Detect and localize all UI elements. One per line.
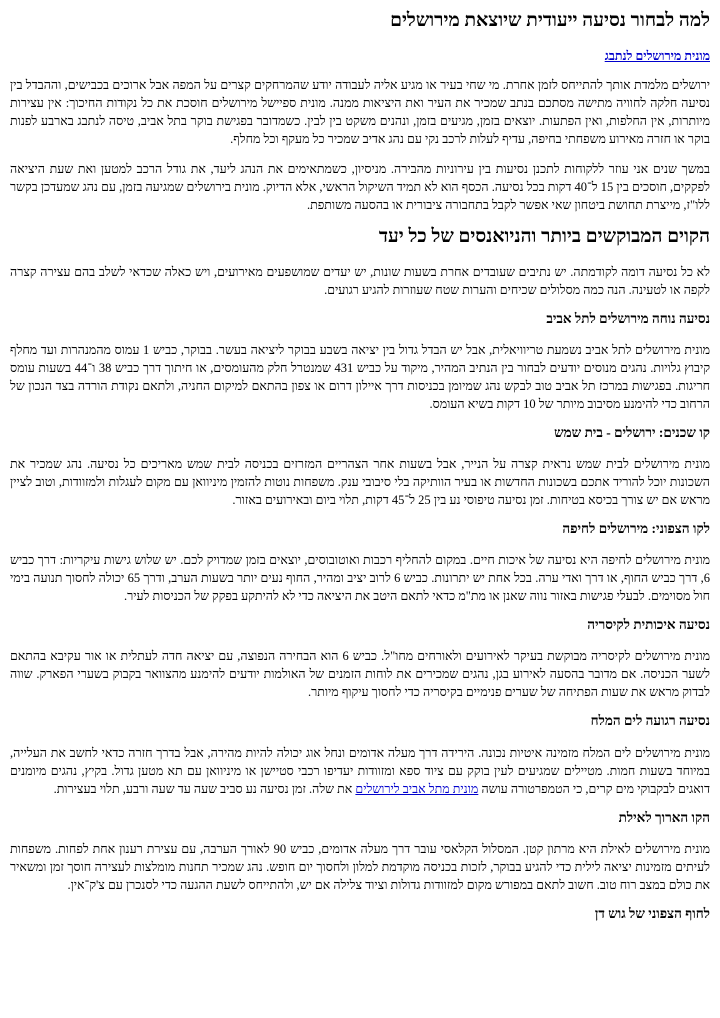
route-text-caesarea: מונית מירושלים לקיסריה מבוקשת בעיקר לאירועים ולאורחים מחו"ל. כביש 6 הוא הבחירה הנפוצה, עם יציאה חדה לעתלית או אור עקיבא בהתאם לשער הכניסה. אם מדובר בהסעה לאירוע בגן, נהגים שמכירים את לוחות הזמנים של האולמות יודעים להימנע מהצוואר בקבוק בשערי הפארק. שווה לבדוק מראש את שעות הפתיחה של שערים פנימיים בקיסריה כדי לחסוך עיקוף מיותר. <box>10 649 710 700</box>
route-heading-gush-dan-north: לחוף הצפוני של גוש דן <box>594 905 710 921</box>
route-text-tel-aviv: מונית מירושלים לתל אביב נשמעת טריוויאלית, אבל יש הבדל גדול בין יציאה בשבע בבוקר ליציאה בעשר. בבוקר, כביש 1 עמוס מהמנהרות ועד מחלף קיבוץ גלויות. נהגים מנוסים יודעים לבחור בין הנתיב המהיר, מיקוד על כביש 431 שמנטרל חלק מהעומסים, או חיתוך דרך כביש 38 ו־44 בשעות עומס חריגות. בפגישות במרכז תל אביב טוב לבקש נהג שמיומן בכניסות דרך איילון דרום או צפון בהתאם למיקום החניה, ולתאם נקודת הורדה בצד הנכון של הרחוב כדי להימנע מסיבוב מיותר של 10 דקות בשיא העומס. <box>10 342 711 411</box>
section-intro: לא כל נסיעה דומה לקודמתה. יש נתיבים שעובדים אחרת בשעות שונות, יש יעדים שמושפעים מאירועים, ויש כאלה שכדאי לשלב בהם עצירה קצרה לקפה או לטעינה. הנה כמה מסלולים שכיחים והערות שטח שעוזרות להגיע רגועים. <box>10 264 710 297</box>
route-heading-haifa: לקו הצפוני: מירושלים לחיפה <box>562 520 710 536</box>
route-heading-caesarea: נסיעה איכותית לקיסריה <box>587 617 710 633</box>
route-text-beit-shemesh: מונית מירושלים לבית שמש נראית קצרה על הנייר, אבל בשעות אחר הצהריים המזרזים בכניסה לבית שמש מאריכים כל נסיעה. נהג שמכיר את השכונות יוכל להוריד אתכם בשכונות החדשות או בעיר הוותיקה בלי סיבובי ענק. משפחות נוטות להזמין מיניוואן עם מקום לעגלות ולמזוודות, וטוב לציין מראש אם יש צורך בכיסא בטיחות. זמן נסיעה טיפוסי נע בין 25 ל־45 דקות, תלוי ביום ובאירועים באזור. <box>10 456 710 507</box>
section-title: הקוים המבוקשים ביותר והניואנסים של כל יעד <box>378 225 710 247</box>
route-heading-tel-aviv: נסיעה נוחה מירושלים לתל אביב <box>546 310 710 326</box>
route-text-eilat: מונית מירושלים לאילת היא מרתון קטן. המסלול הקלאסי עובר דרך מעלה אדומים, כביש 90 לאורך הערבה, עם עצירת רענון אחת לפחות. משפחות לעיתים מזמינות יציאה לילית כדי להגיע בבוקר, לזכות בכניסה מוקדמת למלון ולחסוך יום חופש. נהג שמכיר תחנות מומלצות לעצירה חוסך זמן ומשאיר את כולם במצב רוח טוב. חשוב לתאם במפורש מקום למזוודות גדולות וציוד צלילה אם יש, ולהתייחס לשעת ההגעה כדי לסנכרן עם צ'ק־אין. <box>10 841 711 892</box>
route-heading-eilat: הקו הארוך לאילת <box>618 809 710 825</box>
intro-paragraph-2: במשך שנים אני עוזר ללקוחות לתכנן נסיעות בין עירוניות מהבירה. מניסיון, כשמתאימים את הנהג ליעד, את גודל הרכב למטען ואת שעת היציאה לפקקים, חוסכים בין 15 ל־40 דקות בכל נסיעה. הכסף הוא לא תמיד השיקול הראשי, אלא הדיוק. מונית בירושלים שמגיעה בזמן, עם נהג שמעדכן בקשר ללו"ז, מייצרת תחושת ביטחון שאי אפשר לקבל בתחבורה ציבורית או בהסעה משותפת. <box>10 161 710 212</box>
inline-link-tel-aviv-to-jerusalem[interactable]: מונית מתל אביב לירושלים <box>355 781 479 796</box>
route-text-dead-sea <box>10 744 710 798</box>
route-heading-beit-shemesh: קו שכנים: ירושלים - בית שמש <box>554 424 710 440</box>
route-text-dead-sea-before: מונית מירושלים לים המלח מזמינה איטיות נכונה. הירידה דרך מעלה אדומים ונחל אוג יכולה להיות מהירה, אבל בדרך חזרה כדאי לחשב את העלייה, במיוחד בשעות חמות. מטיילים שמגיעים לעין בוקק עם ציוד ספא ומזוודות יעדיפו רכבי סטיישן או מיניוואן עם תא מטען גדול. בקיץ, נהגים מיומנים דואגים לבקבוקי מים קרים, כי הטמפרטורה עושה <box>10 745 710 796</box>
intro-paragraph-1: ירושלים מלמדת אותך להתייחס לזמן אחרת. מי שחי בעיר או מגיע אליה לעבודה יודע שהמרחקים קצרים על המפה אבל ארוכים בכבישים, וההבדל בין נסיעה חלקה לחוויה מתישה מסתכם בנתב שמכיר את העיר ואת היציאות ממנה. מונית ספיישל מירושלים חוסכת את כל נקודות החיכוך: אין עצירות מיותרות, אין החלפות, ואין הפתעות. יוצאים בזמן, מגיעים בזמן, ונהנים משקט בין לבין. כשמדובר בפגישת בוקר בתל אביב, טיסה לנתבג בארבע לפנות בוקר או חזרה מאירוע משפחתי בחיפה, עדיף לעלות לרכב נקי עם נהג אדיב שמכיר כל מעקף וכל מחלף. <box>10 77 710 146</box>
top-link-jerusalem-to-airport[interactable]: מונית מירושלים לנתבג <box>604 48 710 63</box>
route-text-dead-sea-after: את שלה. זמן נסיעה נע סביב שעה עד שעה ורבע, תלוי בעצירות. <box>53 781 356 796</box>
article-title: למה לבחור נסיעה ייעודית שיוצאת מירושלים <box>390 10 710 31</box>
route-heading-dead-sea: נסיעה רגועה לים המלח <box>590 713 710 729</box>
route-text-haifa: מונית מירושלים לחיפה היא נסיעה של איכות חיים. במקום להחליף רכבות ואוטובוסים, יוצאים בזמן שמדויק לכם. יש שלוש גישות עיקריות: דרך כביש 6, דרך כביש החוף, או דרך ואדי ערה. בכל אחת יש יתרונות. כביש 6 לרוב יציב ומהיר, החוף נעים יותר בשעות הערב, ודרך 65 יכולה לחסוך תנועה בימי חול מסוימים. לבעלי פגישות באזור נווה שאנן או מת"מ כדאי לתאם היטב את היציאה כדי לא להיתקע בפקק של הכניסות לעיר. <box>10 553 710 604</box>
